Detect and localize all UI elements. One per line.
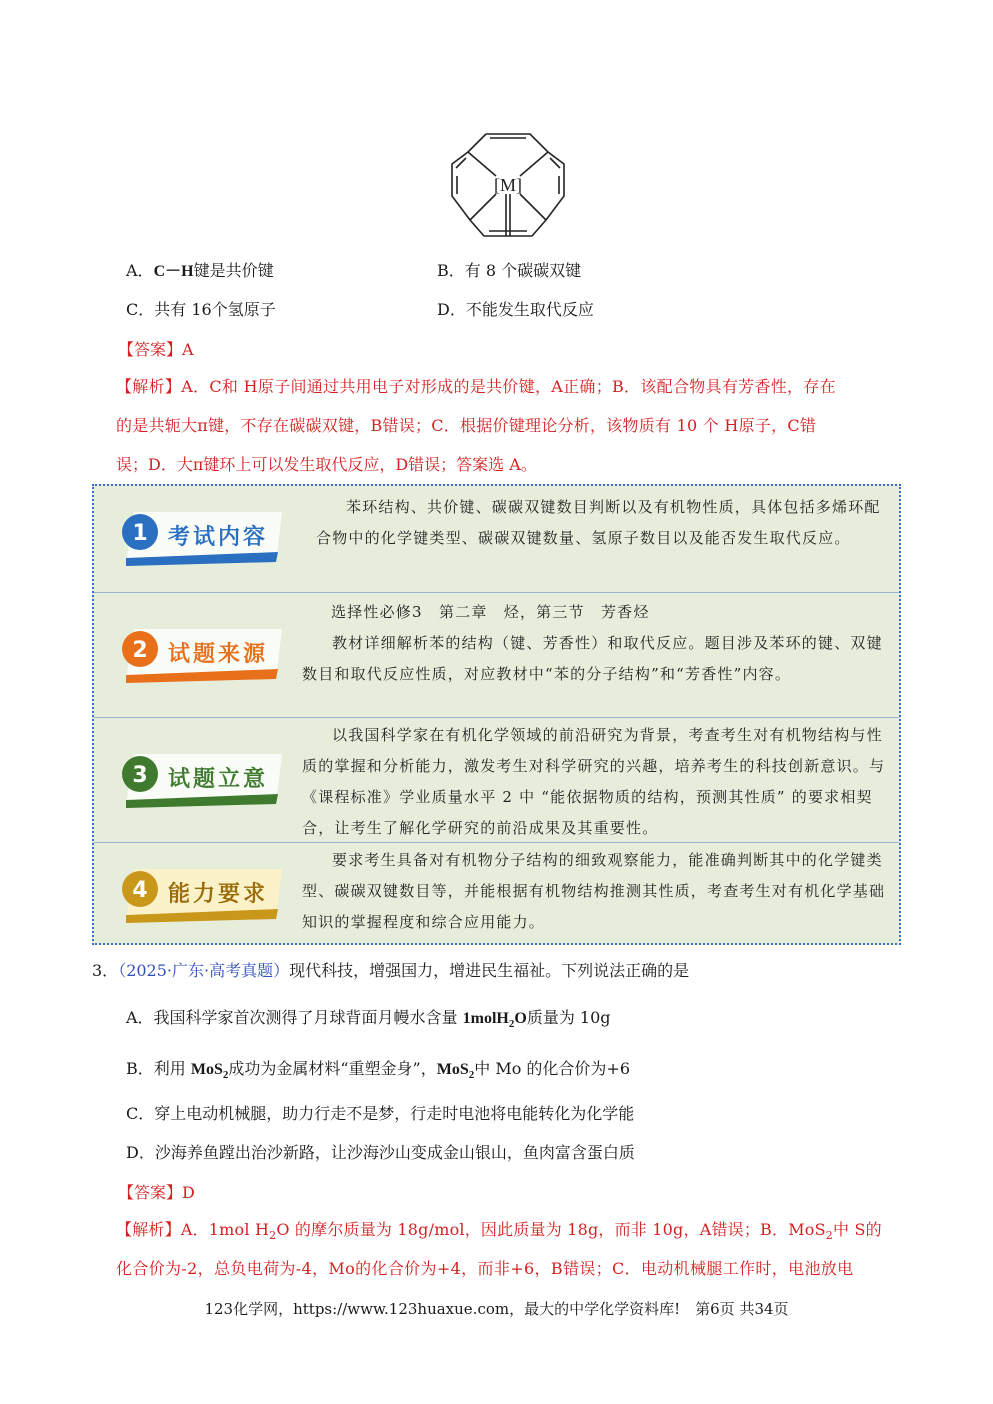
badge-number: 1 xyxy=(132,521,148,546)
q3-option-d: D．沙海养鱼蹚出治沙新路，让沙海沙山变成金山银山，鱼肉富含蛋白质 xyxy=(126,1143,635,1162)
q2-option-d: D．不能发生取代反应 xyxy=(437,300,594,319)
info-text: 要求考生具备对有机物分子结构的细致观察能力，能准确判断其中的化学键类型、碳碳双键数目等，并能根据有机物结构推测其性质，考查考生对有机化学基础知识的掌握程度和综合应用能力。 xyxy=(302,851,886,931)
q2-option-c: C．共有 16个氢原子 xyxy=(126,300,276,319)
info-row-source xyxy=(94,592,899,717)
q3-analysis-line-1: 【解析】A．1mol $H_2O$ 的摩尔质量为 18g/mol，因此质量为 18g，而非 10g，A错误；B．MoS$_2$中 S的 xyxy=(116,1220,882,1243)
q3-analysis-line-2: 化合价为-2，总负电荷为-4，Mo的化合价为+4，而非+6，B错误；C．电动机械腿工作时，电池放电 xyxy=(116,1259,854,1278)
question-analysis-panel xyxy=(92,484,901,945)
badge-number: 3 xyxy=(132,763,148,788)
info-row-exam-content xyxy=(94,486,899,592)
badge-ability xyxy=(116,861,286,927)
q2-analysis-line-3: 误；D．大π键环上可以发生取代反应，D错误；答案选 A。 xyxy=(116,455,537,474)
badge-number: 4 xyxy=(132,878,148,903)
q2-analysis-line-2: 的是共轭大π键，不存在碳碳双键，B错误；C．根据价键理论分析，该物质有 10 个 H原子，C错 xyxy=(116,416,817,435)
q2-option-b: B．有 8 个碳碳双键 xyxy=(437,261,582,280)
badge-label: 试题来源 xyxy=(168,641,269,667)
badge-intent xyxy=(116,746,286,812)
badge-label: 能力要求 xyxy=(168,881,269,907)
info-text: 以我国科学家在有机化学领域的前沿研究为背景，考查考生对有机物结构与性质的掌握和分析能力，激发考生对科学研究的兴趣，培养考生的科技创新意识。与《课程标准》学业质量水平 2 中 “能依据物质的结构，预测其性质” 的要求相契合，让考生了解化学研究的前沿成果及其重要性。 xyxy=(302,726,886,837)
badge-label: 试题立意 xyxy=(168,766,269,792)
info-row-intent xyxy=(94,717,899,842)
info-row-ability xyxy=(94,842,899,943)
info-text: 教材详细解析苯的结构（键、芳香性）和取代反应。题目涉及苯环的键、双键数目和取代反应性质，对应教材中“苯的分子结构”和“芳香性”内容。 xyxy=(302,634,883,683)
q3-source-link[interactable]: （2025·广东·高考真题） xyxy=(118,961,290,980)
q3-option-b: B．利用 MoS$_2$成功为金属材料“重塑金身”，MoS$_2$中 Mo 的化合价为+6 xyxy=(126,1059,631,1082)
q3-stem: 3．（2025·广东·高考真题）现代科技，增强国力，增进民生福祉。下列说法正确的是 xyxy=(92,961,690,980)
q2-option-a: A．C－H键是共价键 xyxy=(126,261,274,280)
cycl-azine-metal-complex-structure xyxy=(438,118,578,246)
badge-source xyxy=(116,621,286,687)
q3-option-a: A．我国科学家首次测得了月球背面月幔水含量 1molH$_2$O质量为 10g xyxy=(126,1008,611,1031)
info-text: 苯环结构、共价键、碳碳双键数目判断以及有机物性质，具体包括多烯环配合物中的化学键类型、碳碳双键数量、氢原子数目以及能否发生取代反应。 xyxy=(316,498,881,547)
q3-option-c: C．穿上电动机械腿，助力行走不是梦，行走时电池将电能转化为化学能 xyxy=(126,1104,635,1123)
q3-answer: 【答案】D xyxy=(118,1183,195,1202)
q2-analysis-line-1: 【解析】A．C和 H原子间通过共用电子对形成的是共价键，A正确；B．该配合物具有芳香性，存在 xyxy=(116,377,836,396)
q2-answer: 【答案】A xyxy=(118,340,194,359)
info-heading: 选择性必修3 第二章 烃，第三节 芳香烃 xyxy=(331,603,650,621)
badge-exam-content xyxy=(116,504,286,570)
metal-center-label: [M] xyxy=(494,175,522,195)
page-footer: 123化学网，https://www.123huaxue.com，最大的中学化学资料库! 第6页 共34页 xyxy=(204,1300,789,1318)
badge-number: 2 xyxy=(132,638,148,663)
badge-label: 考试内容 xyxy=(168,524,269,550)
